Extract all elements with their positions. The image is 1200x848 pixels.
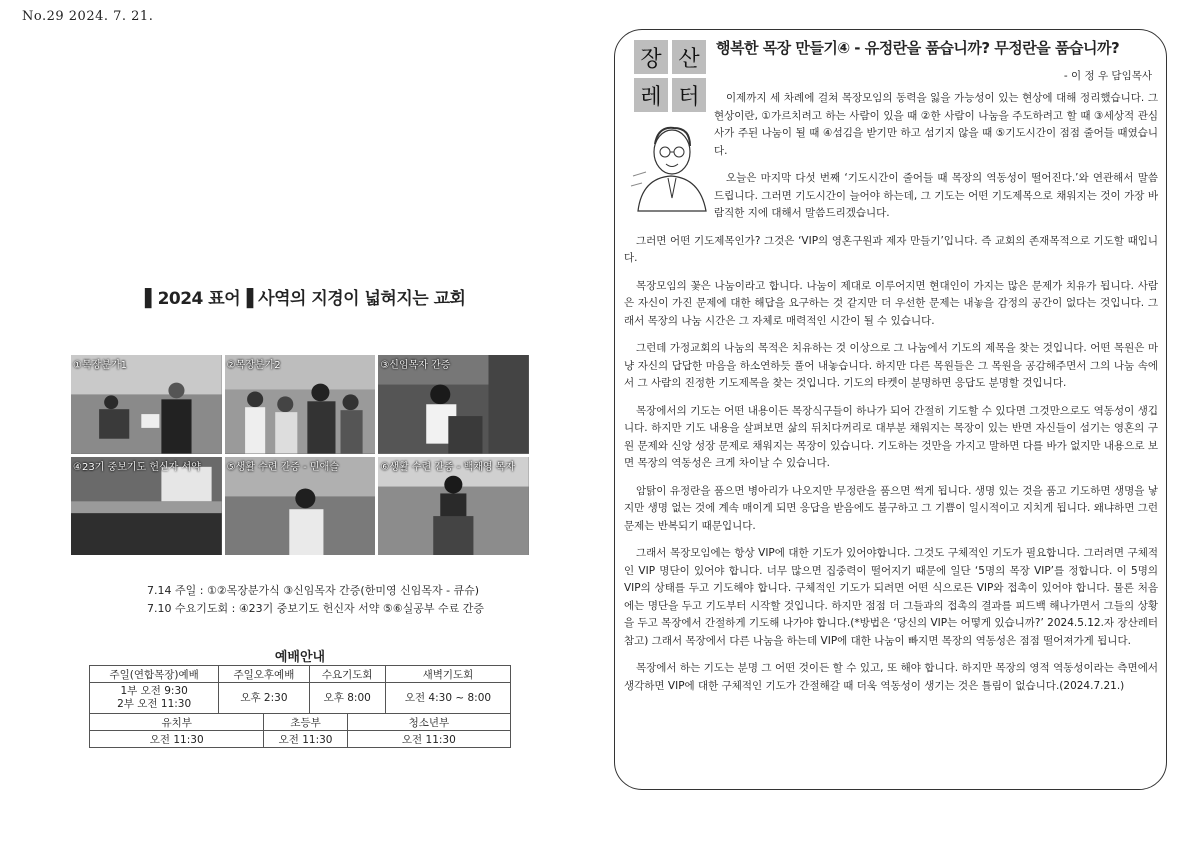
- photo-3: [378, 355, 529, 454]
- dept-time: 오전 11:30: [264, 731, 347, 748]
- photo-1-caption: ①목장분가1: [73, 360, 127, 371]
- photo-6: [378, 457, 529, 556]
- service-table-title: 예배안내: [90, 646, 511, 666]
- service-time: 오후 2:30: [219, 683, 309, 714]
- letter-author: - 이 정 우 담임목사: [1063, 70, 1152, 82]
- photo-6-caption: ⑥생활 수련 간증 - 백채영 목자: [380, 461, 516, 473]
- photo-5: [225, 457, 376, 556]
- service-header: 수요기도회: [309, 666, 385, 683]
- photo-notes: [147, 582, 484, 618]
- service-header: 새벽기도회: [385, 666, 510, 683]
- dept-header: 청소년부: [347, 714, 510, 731]
- service-time: 1부 오전 9:30 2부 오전 11:30: [90, 683, 219, 714]
- letter-paragraph: 그래서 목장모임에는 항상 VIP에 대한 기도가 있어야합니다. 그것도 구체적인 기도가 필요합니다. 그러려면 구체적인 VIP 명단이 있어야 합니다. 너무 많으면 집중력이 떨어지기 때문에 일단 ‘5명의 목장 VIP’를 정합니다. 이 5명의 VIP의 상태를 두고 기도해야 합니다. 구체적인 기도가 되려면 어떤 식으로든 VIP와 접촉이 있어야 합니다. 물론 처음에는 명단을 두고 기도부터 시작할 것입니다. 하지만 점점 더 그들과의 접촉의 결과를 피드백 해나가면서 그들의 상황을 두고 목장에서 간절하게 기도해 나가야 합니다.(*방법은 ‘당신의 VIP는 어떻게 있습니까?’ 2024.5.12.자 장산레터 참고) 그래서 목장에서 다른 나눔을 하는데 VIP에 대한 나눔이 빠지면 목장의 역동성은 점점 떨어져가게 됩니다.: [624, 547, 1158, 647]
- dept-time: 오전 11:30: [347, 731, 510, 748]
- stamp-char: 레: [634, 78, 668, 112]
- service-header: 주일오후예배: [219, 666, 309, 683]
- stamp-char: 장: [634, 40, 668, 74]
- letter-paragraph: 그러면 어떤 기도제목인가? 그것은 ‘VIP의 영혼구원과 제자 만들기’입니다. 즉 교회의 존재목적으로 기도할 때입니다.: [624, 234, 1158, 264]
- service-time: 오후 8:00: [309, 683, 385, 714]
- service-schedule-table: [89, 646, 511, 748]
- letter-body: [624, 90, 1158, 705]
- letter-paragraph: 목장에서 하는 기도는 분명 그 어떤 것이든 할 수 있고, 또 해야 합니다. 하지만 목장의 영적 역동성이라는 측면에서 생각하면 VIP에 대한 구체적인 기도가 간절해갈 때 더욱 역동성이 생기는 것은 틀림이 없습니다.(2024.7.21.): [624, 662, 1158, 692]
- dept-header: 초등부: [264, 714, 347, 731]
- photo-2-caption: ②목장분가2: [226, 360, 281, 371]
- photo-4: [71, 457, 222, 556]
- letter-paragraph: 오늘은 마지막 다섯 번째 ‘기도시간이 줄어들 때 목장의 역동성이 떨어진다.’와 연관해서 말씀드립니다. 그러면 기도시간이 늘어야 하는데, 그 기도는 어떤 기도제목으로 채워지는 것이 가장 바람직한 지에 대해서 말씀드리겠습니다.: [714, 172, 1158, 219]
- year-motto: ▌2024 표어▐ 사역의 지경이 넓혀지는 교회: [145, 289, 466, 309]
- service-header: 주일(연합목장)예배: [90, 666, 219, 683]
- photo-note-sunday: 7.14 주일 : ①②목장분가식 ③신임목자 간증(한미영 신임목자 - 큐슈): [147, 584, 480, 597]
- letter-title: 행복한 목장 만들기④ - 유정란을 품습니까? 무정란을 품습니까?: [716, 39, 1120, 57]
- stamp-char: 터: [672, 78, 706, 112]
- dept-time: 오전 11:30: [90, 731, 264, 748]
- letter-paragraph: 목장모임의 꽃은 나눔이라고 합니다. 나눔이 제대로 이루어지면 현대인이 가지는 많은 문제가 치유가 됩니다. 사람은 자신이 가진 문제에 대한 해답을 요구하는 것 같지만 더 우선한 문제는 내놓을 감정의 공간이 없다는 것입니다. 그래서 목장의 나눔 시간은 그 자체로 매력적인 시간이 될 수 있습니다.: [624, 279, 1158, 327]
- letter-paragraph: 목장에서의 기도는 어떤 내용이든 목장식구들이 하나가 되어 간절히 기도할 수 있다면 그것만으로도 역동성이 생깁니다. 하지만 기도 내용을 살펴보면 삶의 뒤치다꺼리로 대부분 채워지는 목장이 있는 반면 자신들이 섬기는 영혼의 구원 문제와 신앙 성장 문제로 채워지는 목장이 있습니다. 기도하는 것만을 가지고 말하면 다를 바가 없지만 내용으로 보면 목장의 역동성은 크게 차이날 수 있습니다.: [624, 404, 1158, 469]
- photo-note-wednesday: 7.10 수요기도회 : ④23기 중보기도 헌신자 서약 ⑤⑥실공부 수료 간증: [147, 602, 485, 615]
- dept-header: 유치부: [90, 714, 264, 731]
- letter-paragraph: 그런데 가정교회의 나눔의 목적은 치유하는 것 이상으로 그 나눔에서 기도의 제목을 찾는 것입니다. 어떤 목원은 마냥 자신의 답답한 마음을 하소연하듯 풀어 내놓습니다. 하지만 다른 목원들은 그 목원을 공감해주면서 그의 나눔 속에서 그 사람의 진정한 기도제목을 찾는 것입니다. 기도의 타켓이 분명하면 응답도 분명할 것입니다.: [624, 342, 1158, 389]
- letter-paragraph: 암탉이 유정란을 품으면 병아리가 나오지만 무정란을 품으면 썩게 됩니다. 생명 있는 것을 품고 기도하면 생명을 낳지만 생명 없는 것에 계속 매이게 되면 응답을 받음에도 불구하고 그 기쁨이 일시적이고 지치게 됩니다. 왜냐하면 그런 문제는 반복되기 때문입니다.: [624, 484, 1158, 532]
- letter-paragraph: 이제까지 세 차례에 걸쳐 목장모임의 동력을 잃을 가능성이 있는 현상에 대해 정리했습니다. 그 현상이란, ①가르치려고 하는 사람이 있을 때 ②한 사람이 나눔을 주도하려고 할 때 ③세상적 관심사가 주된 나눔이 될 때 ④섬김을 받기만 하고 섬기지 않을 때 ⑤기도시간이 점점 줄어들 때였습니다.: [714, 92, 1158, 157]
- photo-grid: [71, 355, 529, 555]
- service-time: 오전 4:30 ~ 8:00: [385, 683, 510, 714]
- photo-1: [71, 355, 222, 454]
- stamp-char: 산: [672, 40, 706, 74]
- issue-number: No.29 2024. 7. 21.: [22, 9, 154, 24]
- photo-3-caption: ③신임목자 간증: [380, 360, 451, 371]
- photo-4-caption: ④23기 중보기도 헌신자 서약: [73, 461, 201, 473]
- photo-5-caption: ⑤생활 수련 간증 - 민애슬: [226, 461, 339, 473]
- photo-2: [225, 355, 376, 454]
